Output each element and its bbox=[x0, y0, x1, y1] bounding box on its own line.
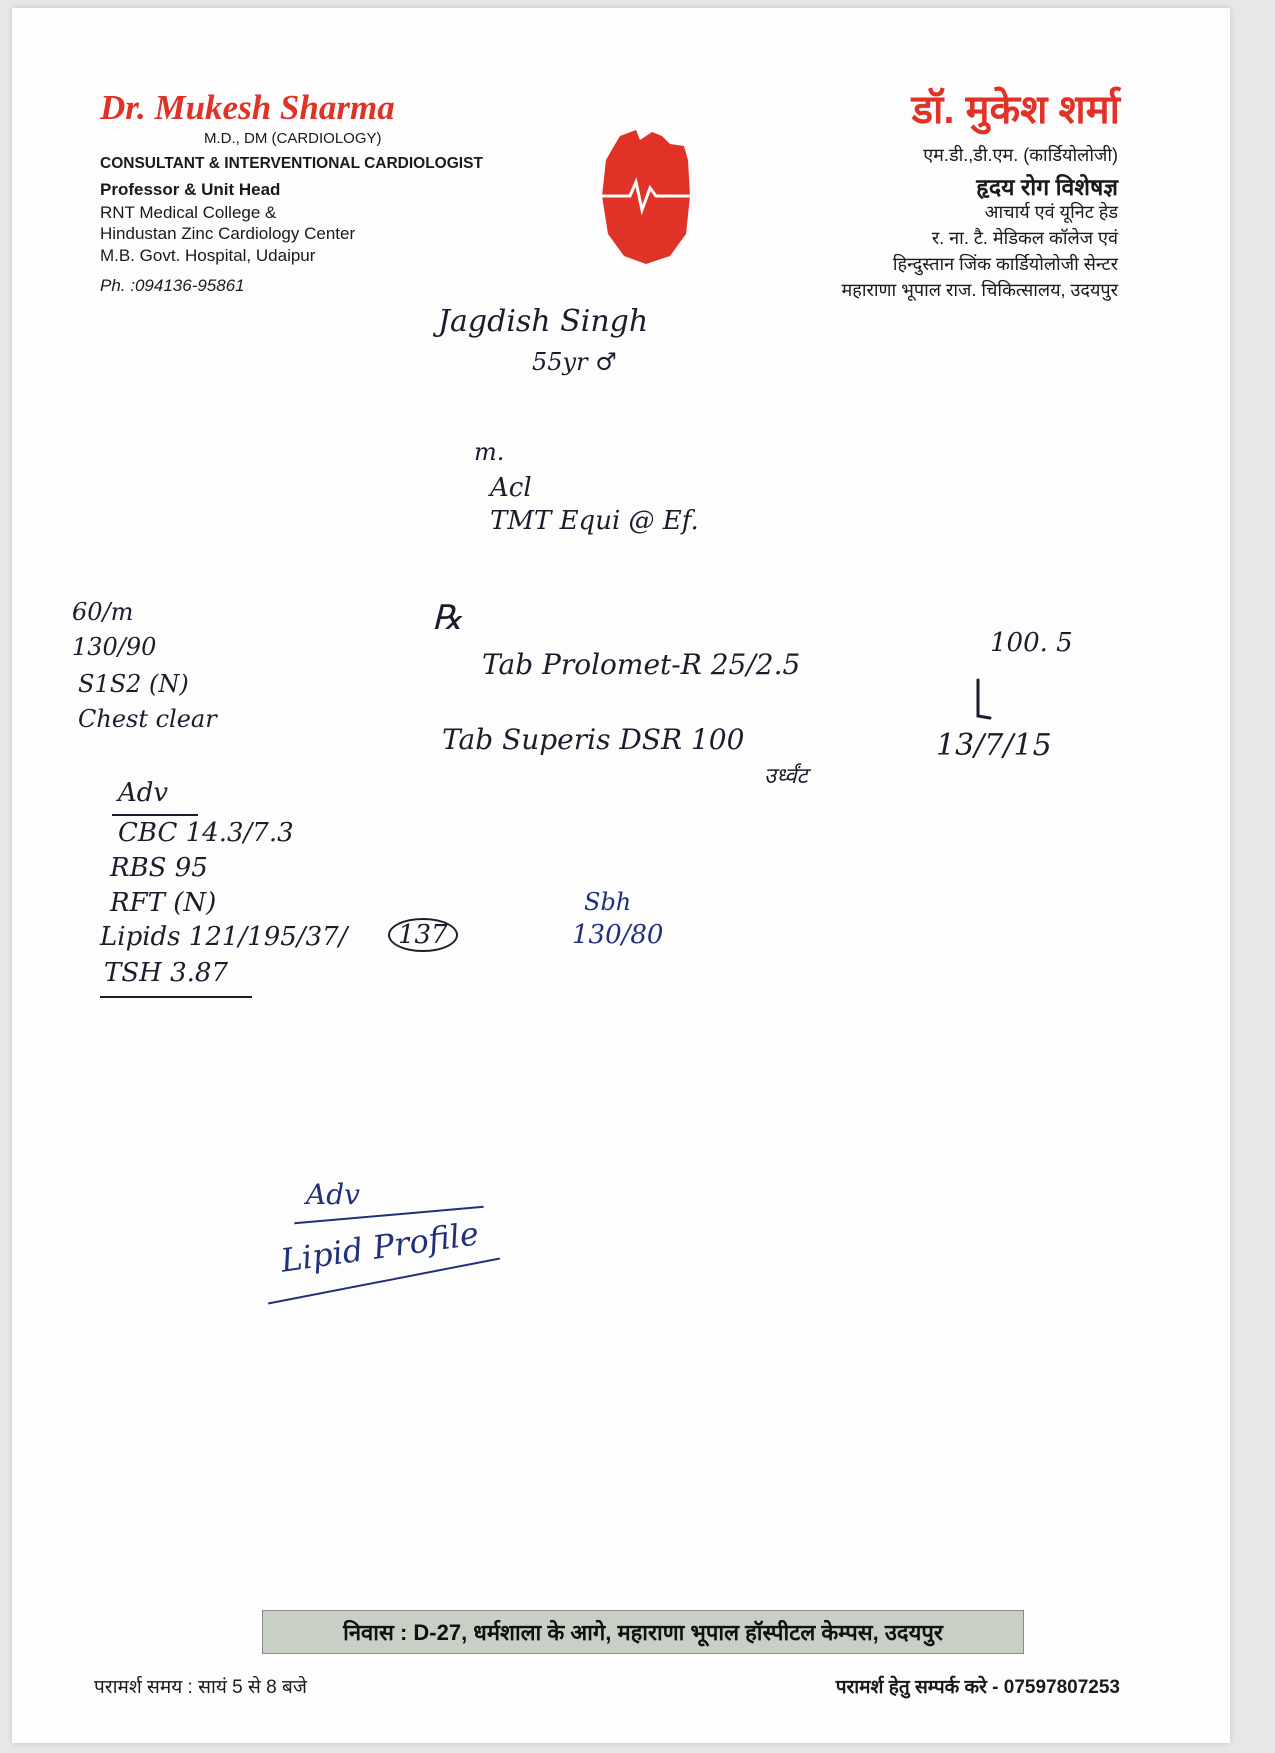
patient-name: Jagdish Singh bbox=[438, 304, 649, 339]
hospital-english: M.B. Govt. Hospital, Udaipur bbox=[100, 246, 316, 265]
consultation-timing: परामर्श समय : सायं 5 से 8 बजे bbox=[94, 1677, 307, 1698]
rx-symbol: ℞ bbox=[432, 598, 463, 638]
advice-title-underline bbox=[112, 814, 198, 816]
complaint-line-3: TMT Equi @ Ef. bbox=[490, 506, 699, 536]
advice-2-text: Lipid Profile bbox=[278, 1214, 482, 1280]
rx-line-2: Tab Superis DSR 100 bbox=[442, 723, 745, 756]
doctor-name-hindi: डॉ. मुकेश शर्मा bbox=[911, 88, 1120, 132]
bp-label: Sbh bbox=[584, 888, 632, 916]
vitals-chest: Chest clear bbox=[78, 705, 217, 733]
center-hindi: हिन्दुस्तान जिंक कार्डियोलोजी सेन्टर bbox=[892, 254, 1118, 274]
doctor-title-hindi: हृदय रोग विशेषज्ञ bbox=[976, 174, 1118, 200]
prescription-date: 13/7/15 bbox=[936, 728, 1052, 763]
advice-rft: RFT (N) bbox=[110, 888, 217, 918]
advice-underline bbox=[100, 996, 252, 998]
center-english: Hindustan Zinc Cardiology Center bbox=[100, 224, 356, 243]
doctor-degree-english: M.D., DM (CARDIOLOGY) bbox=[204, 130, 382, 147]
hospital-hindi: महाराणा भूपाल राज. चिकित्सालय, उदयपुर bbox=[841, 280, 1118, 300]
doctor-title-english: CONSULTANT & INTERVENTIONAL CARDIOLOGIST bbox=[100, 155, 483, 172]
rx-line-2-note: उर्ध्वंट bbox=[764, 764, 808, 789]
advice-title: Adv bbox=[118, 778, 169, 808]
complaint-line-2: Acl bbox=[490, 473, 532, 503]
advice-2-title: Adv bbox=[306, 1178, 360, 1211]
letterhead-page bbox=[12, 8, 1230, 1743]
consultation-contact: परामर्श हेतु सम्पर्क करे - 07597807253 bbox=[835, 1677, 1120, 1698]
advice-rbs: RBS 95 bbox=[110, 853, 208, 883]
residence-address: निवास : D-27, धर्मशाला के आगे, महाराणा भूपाल हॉस्पीटल केम्पस, उदयपुर bbox=[262, 1610, 1024, 1654]
rx-line-1-note: 100. 5 bbox=[990, 628, 1073, 658]
complaint-line-1: m. bbox=[474, 438, 505, 466]
doctor-position-hindi: आचार्य एवं यूनिट हेड bbox=[984, 202, 1118, 222]
doctor-position-english: Professor & Unit Head bbox=[100, 180, 281, 199]
vitals-heart-sounds: S1S2 (N) bbox=[78, 670, 189, 698]
tick-mark-icon bbox=[960, 676, 1010, 726]
heart-ecg-icon bbox=[600, 126, 692, 266]
college-hindi: र. ना. टै. मेडिकल कॉलेज एवं bbox=[931, 228, 1118, 248]
vitals-bp: 130/90 bbox=[72, 633, 157, 661]
rx-line-1: Tab Prolomet-R 25/2.5 bbox=[482, 648, 801, 681]
bp-value: 130/80 bbox=[572, 920, 664, 950]
phone-number: Ph. :094136-95861 bbox=[100, 276, 245, 295]
patient-age: 55yr ♂ bbox=[532, 348, 617, 376]
vitals-pulse: 60/m bbox=[72, 598, 134, 626]
college-english: RNT Medical College & bbox=[100, 203, 277, 222]
doctor-name-english: Dr. Mukesh Sharma bbox=[100, 88, 395, 127]
advice-lipids: Lipids 121/195/37/ bbox=[100, 922, 348, 952]
doctor-degree-hindi: एम.डी.,डी.एम. (कार्डियोलोजी) bbox=[923, 145, 1118, 165]
advice-tsh: TSH 3.87 bbox=[104, 958, 228, 988]
advice-cbc: CBC 14.3/7.3 bbox=[118, 818, 294, 848]
advice-lipids-circled: 137 bbox=[388, 918, 458, 952]
